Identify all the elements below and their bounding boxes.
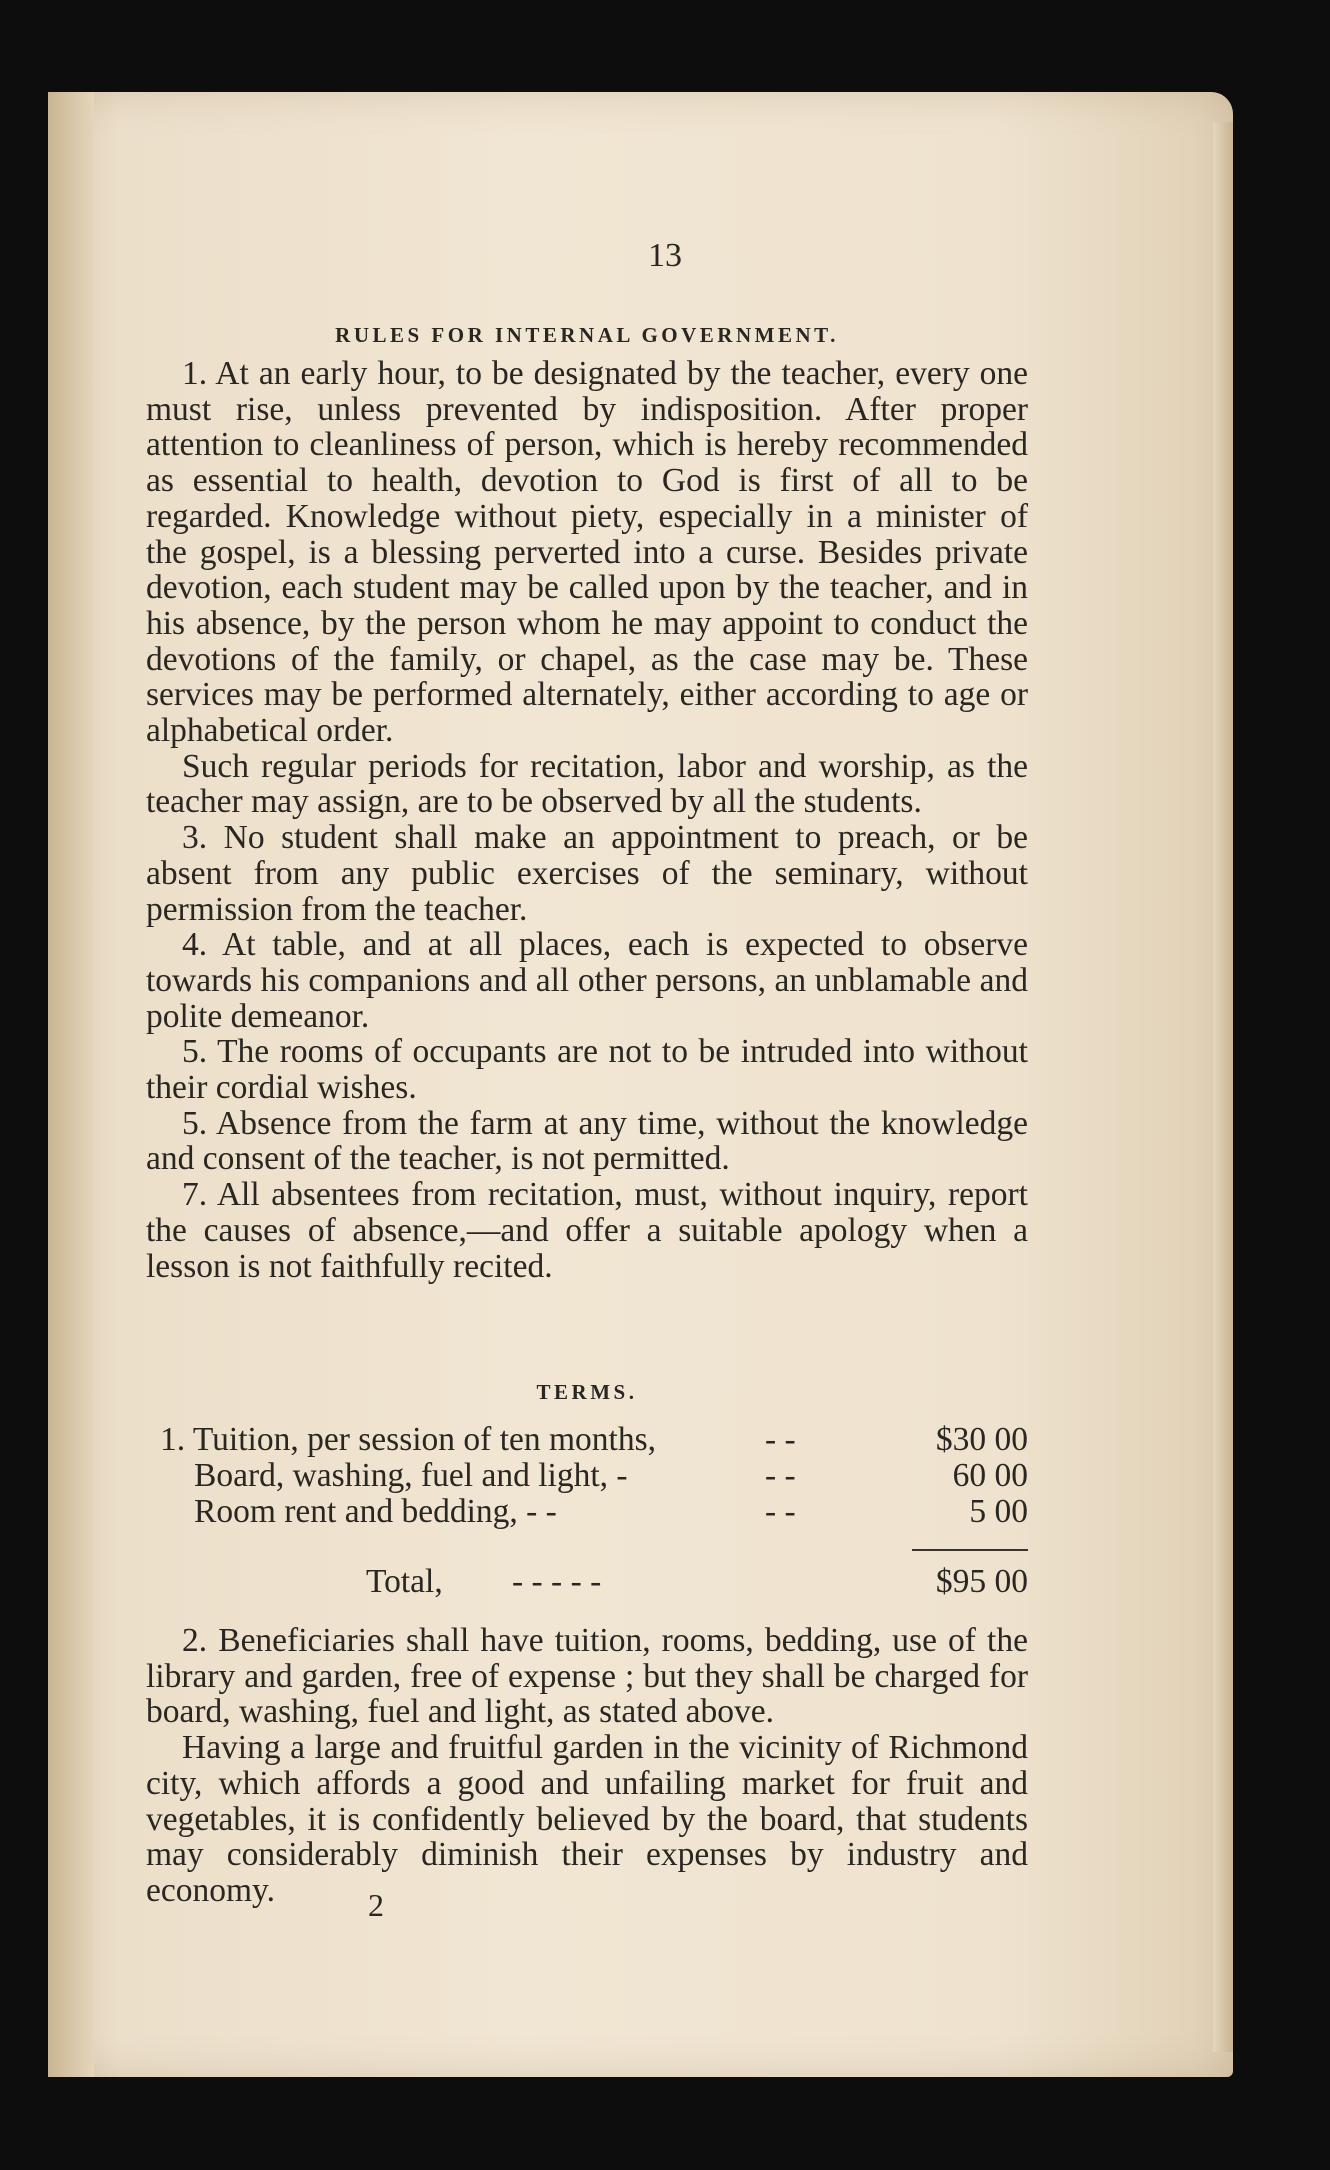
- rule-6: 5. Absence from the farm at any time, without the knowledge and consent of the teacher, is not permitted.: [146, 1104, 1028, 1178]
- term-label: Board, washing, fuel and light, -: [194, 1457, 628, 1494]
- term-label: 1. Tuition, per session of ten months,: [160, 1421, 657, 1458]
- term-label: Room rent and bedding, - -: [194, 1493, 557, 1530]
- total-label: Total,: [366, 1563, 443, 1600]
- rule-2: Such regular periods for recitation, labor and worship, as the teacher may assign, are to be observed by all the students.: [146, 747, 1028, 821]
- rules-heading: RULES FOR INTERNAL GOVERNMENT.: [335, 323, 839, 347]
- rule-1: 1. At an early hour, to be designated by the teacher, every one must rise, unless prevented by indisposition. After proper attention to cleanliness of person, which is hereby recommended as essential to health, devotion to God is first of all to be regarded. Knowledge without piety, especially in a minister of the gospel, is a blessing perverted into a curse. Besides private devotion, each student may be called upon by the teacher, and in his absence, by the person whom he may appoint to conduct the devotions of the family, or chapel, as the case may be. These services may be performed alternately, either according to age or alphabetical order.: [146, 355, 1028, 750]
- term-dashes: - -: [765, 1457, 796, 1494]
- term-dashes: - -: [765, 1493, 796, 1530]
- term-amount: 60 00: [952, 1457, 1028, 1494]
- term-amount: $30 00: [935, 1421, 1028, 1458]
- term-dashes: - -: [765, 1421, 796, 1458]
- page-edge: [1213, 122, 1233, 2052]
- term-amount: 5 00: [969, 1493, 1028, 1530]
- terms-heading: TERMS.: [536, 1380, 638, 1404]
- signature-mark: 2: [368, 1887, 384, 1923]
- total-dashes: - - - - -: [512, 1563, 602, 1600]
- rule-7: 7. All absentees from recitation, must, without inquiry, report the causes of absence,—and offer a suitable apology when a lesson is not faithfully recited.: [146, 1176, 1028, 1285]
- total-rule: [912, 1549, 1028, 1551]
- garden-paragraph: Having a large and fruitful garden in the vicinity of Richmond city, which affords a good and unfailing market for fruit and vegetables, it is confidently believed by the board, that students may considerably diminish their expenses by industry and economy.: [146, 1729, 1028, 1909]
- closing-section: [146, 1623, 1028, 1909]
- page-gutter: [48, 92, 94, 2077]
- rule-5: 5. The rooms of occupants are not to be intruded into without their cordial wishes.: [146, 1033, 1028, 1107]
- rule-4: 4. At table, and at all places, each is expected to observe towards his companions and all other persons, an unblamable and polite demeanor.: [146, 926, 1028, 1035]
- rules-section: [146, 356, 1028, 1284]
- beneficiaries-paragraph: 2. Beneficiaries shall have tuition, rooms, bedding, use of the library and garden, free of expense ; but they shall be charged for board, washing, fuel and light, as stated above.: [146, 1622, 1028, 1731]
- total-amount: $95 00: [935, 1563, 1028, 1600]
- page-number: 13: [648, 237, 682, 274]
- rule-3: 3. No student shall make an appointment to preach, or be absent from any public exercises of the seminary, without permission from the teacher.: [146, 819, 1028, 928]
